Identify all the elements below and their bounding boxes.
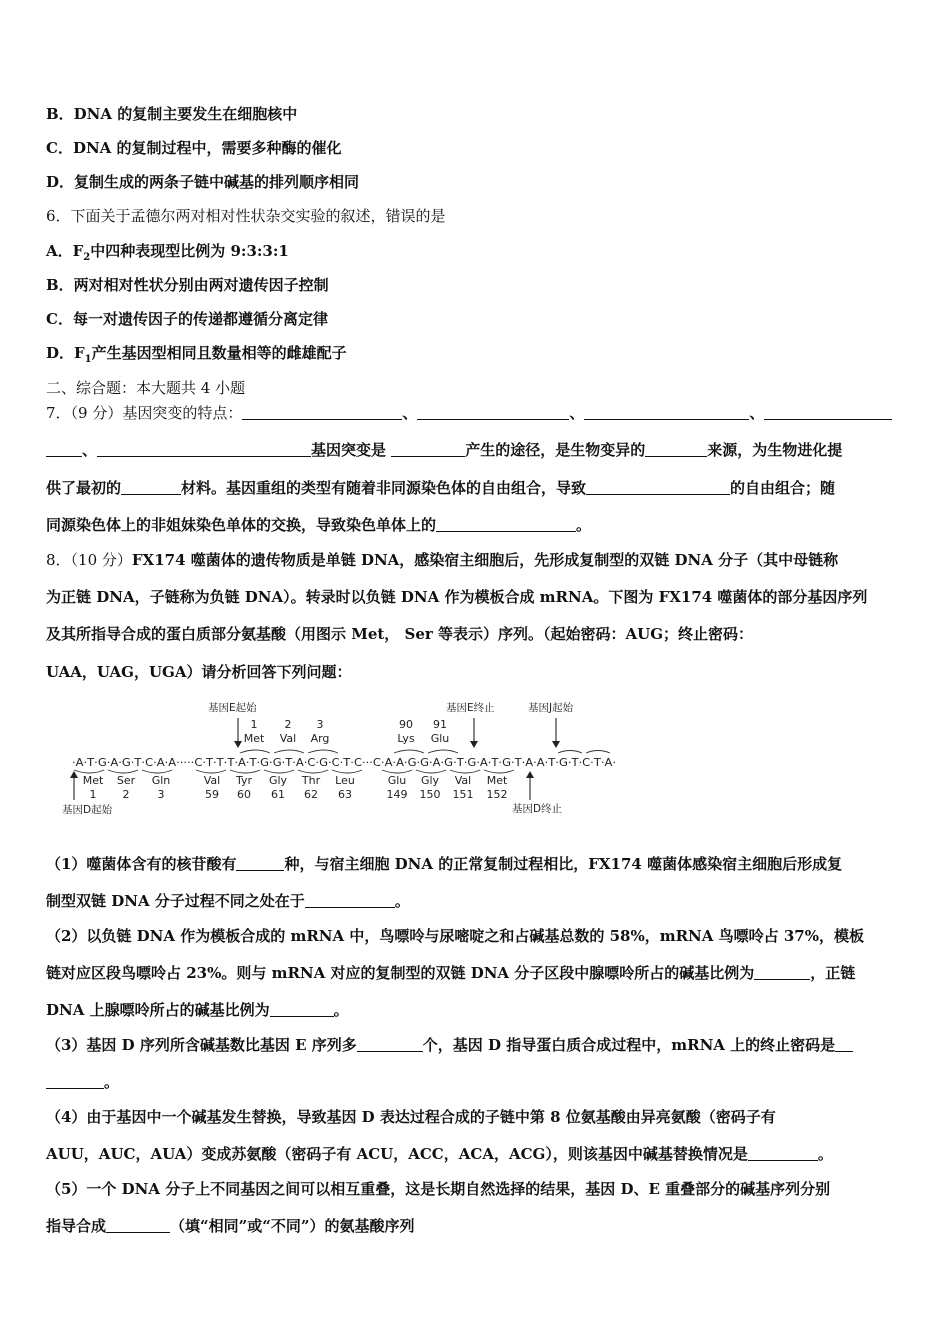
- blank[interactable]: [46, 442, 82, 457]
- d-amino-acid: Gln: [151, 774, 171, 787]
- d-amino-acid: Gly: [268, 774, 288, 787]
- blank[interactable]: [754, 965, 810, 980]
- d-amino-acid: Leu: [335, 774, 355, 787]
- q6-option-a: A．$F_2$中四种表现型比例为 9:3:3:1: [46, 242, 289, 263]
- d-num: 150: [419, 788, 441, 801]
- e-amino-acid: Met: [243, 732, 265, 745]
- q7-line-3: 供了最初的 材料。基因重组的类型有随着非同源染色体的自由组合，导致 的自由组合；随: [46, 479, 836, 497]
- gene-e-start-label: 基因E起始: [208, 702, 257, 714]
- q8-intro-2: 为正链 DNA，子链称为负链 DNA）。转录时以负链 DNA 作为模板合成 mRNA。下图为 FX174 噬菌体的部分基因序列: [46, 588, 868, 606]
- q8-part4-line-2: AUU，AUC，AUA）变成苏氨酸（密码子有 ACU，ACC，ACA，ACG），则该基因中碱基替换情况是 。: [46, 1145, 833, 1163]
- q7-line-1: 7．（9 分）基因突变的特点： 、 、 、: [46, 402, 892, 423]
- d-num: 60: [237, 788, 251, 801]
- e-amino-acid: Arg: [310, 732, 330, 745]
- e-num: 2: [284, 718, 292, 731]
- d-num: 3: [157, 788, 165, 801]
- d-amino-acid: Glu: [387, 774, 407, 787]
- q6-option-c: C．每一对遗传因子的传递都遵循分离定律: [46, 310, 328, 328]
- blank[interactable]: [586, 480, 730, 495]
- dna-sequence: ·A·T·G·A·G·T·C·A·A·····C·T·T·T·A·T·G·G·T·A·C·G·C·T·C···C·A·A·G·G·A·G·T·G·A·T·G·T·A·A·T·G·T·C·T·A·: [72, 756, 617, 769]
- blank[interactable]: [236, 856, 284, 871]
- q8-part5-line-1: （5）一个 DNA 分子上不同基因之间可以相互重叠，这是长期自然选择的结果，基因 D、E 重叠部分的碱基序列分别: [46, 1180, 831, 1198]
- gene-d-start-label: 基因D起始: [62, 804, 113, 816]
- q7-line-4: 同源染色体上的非姐妹染色单体的交换，导致染色单体上的 。: [46, 516, 592, 534]
- blank[interactable]: [835, 1037, 853, 1052]
- q6-option-d: D．$F_1$产生基因型相同且数量相等的雌雄配子: [46, 344, 347, 365]
- q8-part5-line-2: 指导合成 （填“相同”或“不同”）的氨基酸序列: [46, 1217, 415, 1235]
- blank[interactable]: [391, 442, 465, 457]
- d-amino-acid: Gly: [420, 774, 440, 787]
- lower-codon-braces: [74, 770, 514, 773]
- d-amino-acid: Met: [82, 774, 104, 787]
- d-amino-acid: Val: [454, 774, 472, 787]
- d-num: 61: [271, 788, 285, 801]
- d-num: 149: [386, 788, 408, 801]
- arrowhead: [552, 741, 560, 748]
- gene-j-start-label: 基因J起始: [528, 702, 574, 714]
- q8-intro-4: UAA，UAG，UGA）请分析回答下列问题：: [46, 663, 352, 681]
- q5-option-d: D．复制生成的两条子链中碱基的排列顺序相同: [46, 173, 360, 191]
- d-num: 63: [338, 788, 352, 801]
- e-num: 90: [399, 718, 413, 731]
- q8-intro-3: 及其所指导合成的蛋白质部分氨基酸（用图示 Met， Ser 等表示）序列。（起始密码：AUG；终止密码：: [46, 625, 754, 643]
- gene-sequence-figure: [60, 696, 640, 824]
- q8-part1-line-2: 制型双链 DNA 分子过程不同之处在于 。: [46, 892, 410, 910]
- q8-part2-line-3: DNA 上腺嘌呤所占的碱基比例为 。: [46, 1001, 349, 1019]
- q8-intro-1: 8．（10 分）FX174 噬菌体的遗传物质是单链 DNA，感染宿主细胞后，先形成复制型的双链 DNA 分子（其中母链称: [46, 551, 839, 569]
- blank[interactable]: [242, 405, 402, 420]
- q8-part3-line-2: 。: [46, 1071, 119, 1092]
- blank[interactable]: [584, 405, 749, 420]
- blank[interactable]: [645, 442, 707, 457]
- d-num: 59: [205, 788, 219, 801]
- d-num: 152: [486, 788, 508, 801]
- q8-part3-line-1: （3）基因 D 序列所含碱基数比基因 E 序列多 个，基因 D 指导蛋白质合成过程中，mRNA 上的终止密码是: [46, 1034, 853, 1055]
- d-amino-acid: Ser: [116, 774, 136, 787]
- d-amino-acid: Met: [486, 774, 508, 787]
- arrowhead: [526, 771, 534, 778]
- q5-option-c: C．DNA 的复制过程中，需要多种酶的催化: [46, 139, 342, 157]
- blank[interactable]: [106, 1218, 170, 1233]
- q6-stem: 6．下面关于孟德尔两对相对性状杂交实验的叙述，错误的是: [46, 207, 446, 225]
- q8-part1-line-1: （1）噬菌体含有的核苷酸有 种，与宿主细胞 DNA 的正常复制过程相比，FX174 噬菌体感染宿主细胞后形成复: [46, 855, 843, 873]
- blank[interactable]: [764, 405, 892, 420]
- q7-line-2: 、 基因突变是 产生的途径，是生物变异的 来源，为生物进化提: [46, 439, 842, 460]
- blank[interactable]: [305, 893, 395, 908]
- blank[interactable]: [97, 442, 311, 457]
- e-amino-acid: Val: [279, 732, 297, 745]
- gene-d-end-label: 基因D终止: [512, 803, 563, 815]
- d-num: 1: [89, 788, 97, 801]
- d-amino-acid: Thr: [301, 774, 321, 787]
- d-num: 151: [452, 788, 474, 801]
- blank[interactable]: [121, 480, 181, 495]
- arrowhead: [70, 771, 78, 778]
- q8-part4-line-1: （4）由于基因中一个碱基发生替换，导致基因 D 表达过程合成的子链中第 8 位氨基酸由异亮氨酸（密码子有: [46, 1108, 776, 1126]
- blank[interactable]: [357, 1037, 423, 1052]
- q6-option-b: B．两对相对性状分别由两对遗传因子控制: [46, 276, 329, 294]
- blank[interactable]: [436, 517, 576, 532]
- e-amino-acid: Glu: [430, 732, 450, 745]
- e-num: 1: [250, 718, 258, 731]
- d-amino-acid: Val: [203, 774, 221, 787]
- blank[interactable]: [270, 1002, 334, 1017]
- q5-option-b: B．DNA 的复制主要发生在细胞核中: [46, 105, 298, 123]
- upper-codon-braces: [240, 750, 610, 753]
- section-heading: 二、综合题：本大题共 4 小题: [46, 379, 246, 397]
- e-num: 91: [433, 718, 447, 731]
- e-amino-acid: Lys: [397, 732, 415, 745]
- e-num: 3: [316, 718, 324, 731]
- gene-e-end-label: 基因E终止: [446, 702, 495, 714]
- d-amino-acid: Tyr: [235, 774, 253, 787]
- arrowhead: [470, 741, 478, 748]
- arrowhead: [234, 741, 242, 748]
- d-num: 2: [122, 788, 130, 801]
- blank[interactable]: [46, 1074, 104, 1089]
- blank[interactable]: [748, 1146, 818, 1161]
- q8-part2-line-1: （2）以负链 DNA 作为模板合成的 mRNA 中，鸟嘌呤与尿嘧啶之和占碱基总数的 58%，mRNA 鸟嘌呤占 37%，模板: [46, 927, 864, 945]
- d-num: 62: [304, 788, 318, 801]
- q8-part2-line-2: 链对应区段鸟嘌呤占 23%。则与 mRNA 对应的复制型的双链 DNA 分子区段中腺嘌呤所占的碱基比例为 ，正链: [46, 964, 856, 982]
- blank[interactable]: [417, 405, 569, 420]
